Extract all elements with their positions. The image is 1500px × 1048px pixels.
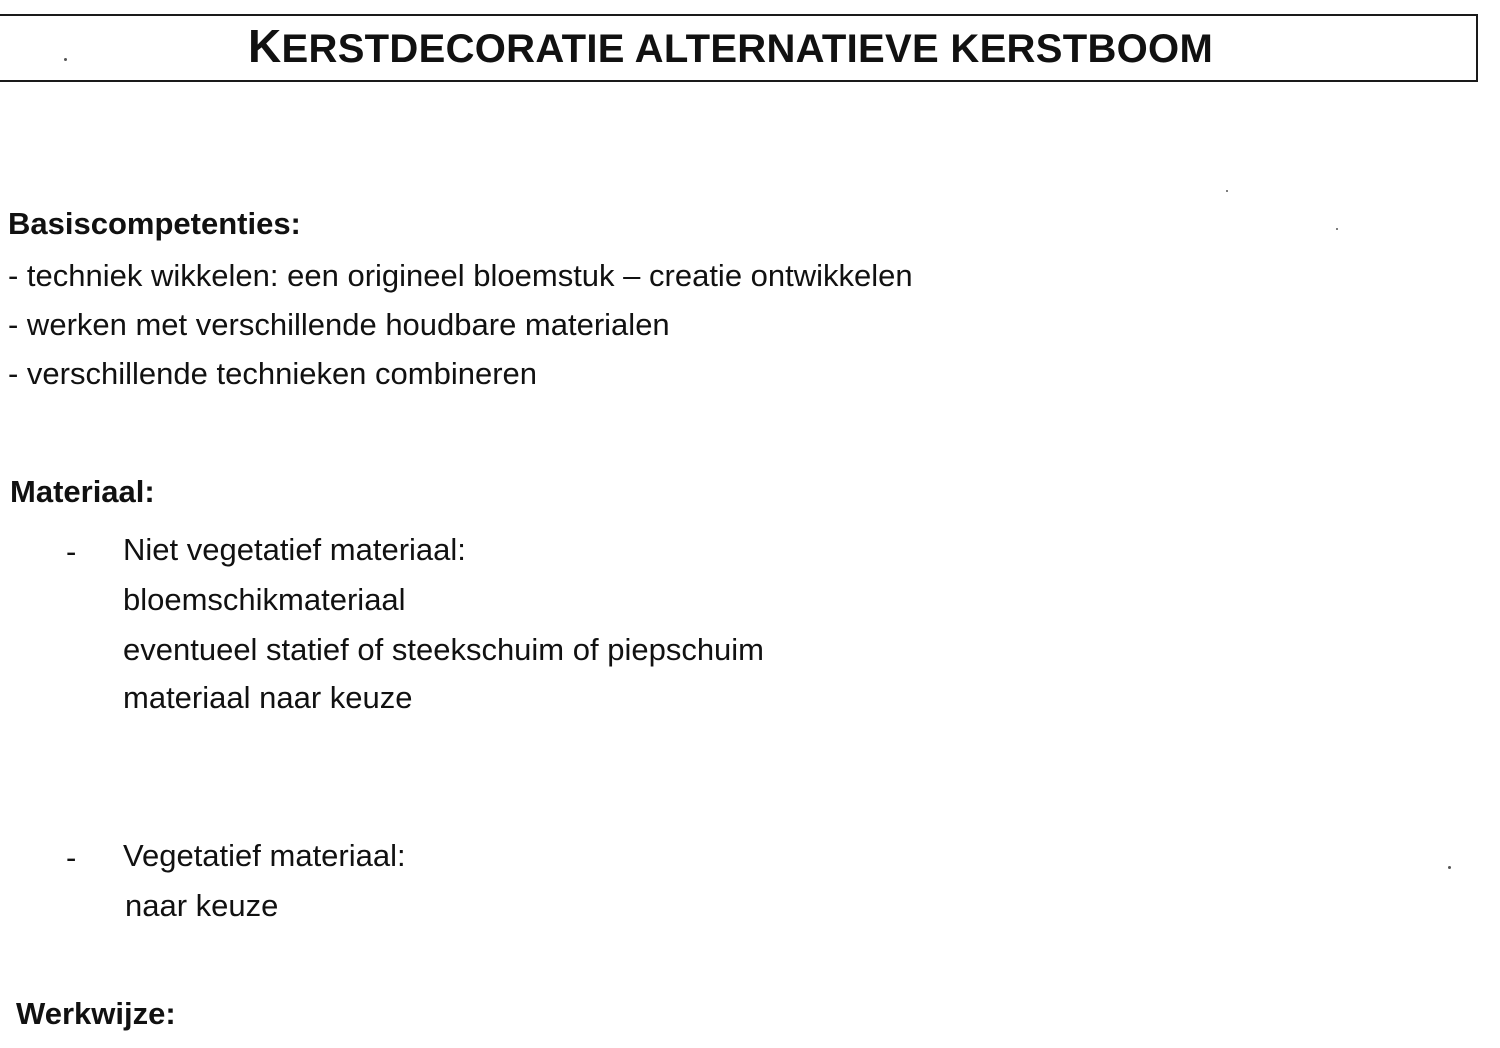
document-title — [248, 20, 1213, 75]
werkwijze-heading: Werkwijze: — [16, 996, 176, 1031]
scan-speck — [64, 58, 67, 61]
materiaal-line: eventueel statief of steekschuim of piepschuim — [123, 632, 765, 667]
scan-speck — [1336, 228, 1338, 230]
list-dash: - — [66, 534, 77, 569]
competentie-item-2: - werken met verschillende houdbare materialen — [8, 307, 670, 342]
materiaal-heading: Materiaal: — [10, 474, 155, 509]
title-rest: ERSTDECORATIE ALTERNATIEVE KERSTBOOM — [281, 27, 1214, 71]
materiaal-line: materiaal naar keuze — [123, 680, 413, 715]
scan-speck — [1448, 866, 1451, 869]
competentie-item-1: - techniek wikkelen: een origineel bloemstuk – creatie ontwikkelen — [8, 258, 913, 293]
basiscompetenties-heading: Basiscompetenties: — [8, 206, 301, 241]
list-dash: - — [66, 840, 77, 875]
niet-vegetatief-label: Niet vegetatief materiaal: — [123, 532, 466, 567]
vegetatief-label: Vegetatief materiaal: — [123, 838, 406, 873]
title-first-letter: K — [248, 20, 282, 72]
competentie-item-3: - verschillende technieken combineren — [8, 356, 538, 391]
materiaal-line: bloemschikmateriaal — [123, 582, 406, 617]
materiaal-line: naar keuze — [125, 888, 279, 923]
scan-speck — [1226, 190, 1228, 192]
